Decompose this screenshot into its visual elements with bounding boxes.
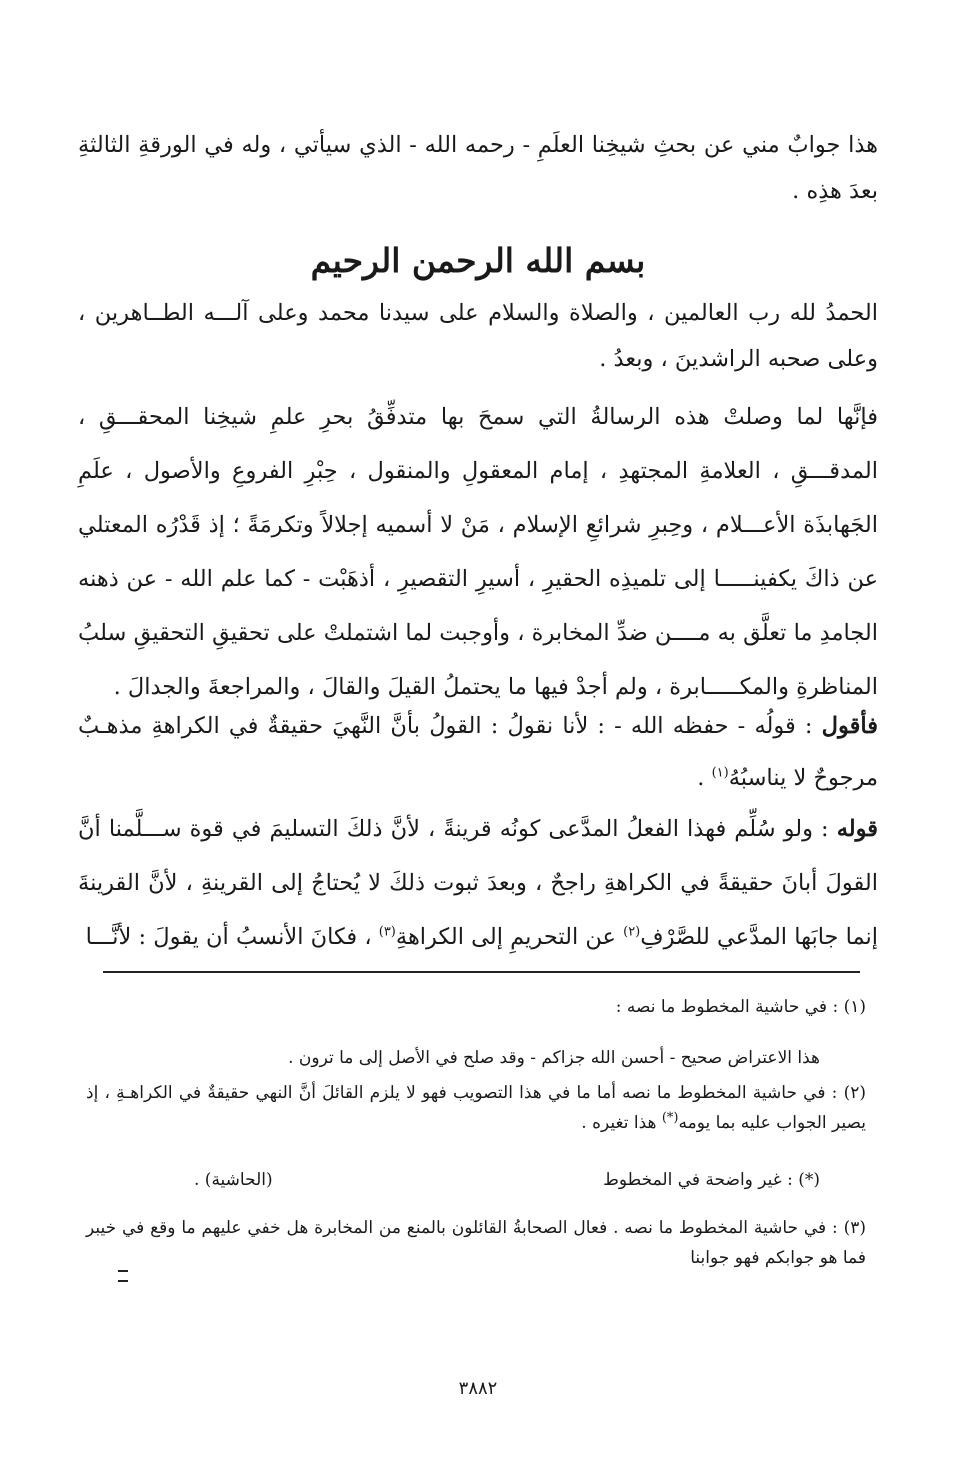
paragraph-text: : قولُه - حفظه الله - : لأنا نقولُ : القولُ بأنَّ النَّهيَ حقيقةٌ في الكراهةِ مذهـبٌ مرجوحٌ لا يناسبُهُ bbox=[78, 713, 878, 791]
footnote-ref-2[interactable]: (٢) bbox=[623, 924, 641, 940]
footnote-divider bbox=[103, 971, 860, 973]
footnote-text-end: هذا تغيره . bbox=[581, 1113, 662, 1133]
footnote-3: (٣) : في حاشية المخطوط ما نصه . فعال الصحابةُ القائلون بالمنع من المخابرة هل خفي عليهم ما وقع في خيبر فما هو جوابكم فهو جوابنا bbox=[86, 1218, 866, 1268]
first-argument-paragraph bbox=[78, 700, 878, 804]
paragraph-lead: فأقول bbox=[821, 713, 878, 739]
paragraph-text: ، فكانَ الأنسبُ أن يقولَ : لأنَّـــا bbox=[85, 924, 379, 950]
body-paragraph: فإنَّها لما وصلتْ هذه الرسالةُ التي سمحَ بها متدفِّقُ بحرِ علمِ شيخِنا المحقـــقِ ، المدقـــقِ ، العلامةِ المجتهدِ ، إمام المعقولِ والمنقول ، حِبْرِ الفروعِ والأصول ، علَمِ الجَهابذَة الأعـــلام ، وحِبرِ شرائعِ الإسلام ، مَنْ لا أسميه إجلالاً وتكرمَةً ؛ إذ قَدْرُه المعتلي عن ذاكَ يكفينـــــا إلى تلميذِه الحقيرِ ، أسيرِ التقصيرِ ، أذهَبْت - كما علم الله - عن ذهنه الجامدِ ما تعلَّق به مــــن ضدِّ المخابرة ، وأوجبت لما اشتملتْ على تحقيقِ التحقيقِ سلبُ المناظرةِ والمكـــــابرة ، ولم أجدْ فيها ما يحتملُ القيلَ والقالَ ، والمراجعةَ والجدالَ . bbox=[78, 404, 878, 700]
footnote-star-ref: (*) bbox=[661, 1110, 679, 1126]
paragraph-end: . bbox=[697, 765, 712, 791]
footnote-star-source: (الحاشية) . bbox=[194, 1170, 273, 1190]
basmala-heading: بسم الله الرحمن الرحيم bbox=[310, 241, 646, 280]
paragraph-text: : ولو سُلِّم فهذا الفعلُ المدَّعى كونُه قرينةً ، لأنَّ ذلكَ التسليمَ في قوة ســـلَّمنا أنَّ القولَ أبانَ حقيقةً في الكراهةِ راجحٌ ، وبعدَ ثبوت ذلكَ لا يُحتاجُ إلى القرينةِ ، لأنَّ القرينةَ إنما جابَها المدَّعي للصَّرْفِ bbox=[78, 816, 878, 950]
page-number: ٣٨٨٢ bbox=[458, 1378, 498, 1399]
continuation-mark bbox=[118, 1270, 128, 1282]
second-argument-paragraph bbox=[78, 802, 878, 964]
footnote-star: (*) : غير واضحة في المخطوط bbox=[603, 1170, 820, 1190]
footnote-ref-1[interactable]: (١) bbox=[711, 765, 729, 781]
intro-note: هذا جوابٌ مني عن بحثِ شيخِنا العلَمِ - رحمه الله - الذي سيأتي ، وله في الورقةِ الثالثةِ بعدَ هذِه . bbox=[78, 132, 878, 204]
footnote-1: (١) : في حاشية المخطوط ما نصه : bbox=[615, 997, 866, 1017]
paragraph-lead: قوله bbox=[836, 816, 878, 842]
footnote-2 bbox=[86, 1078, 866, 1138]
footnote-1-text: هذا الاعتراض صحيح - أحسن الله جزاكم - وقد صلح في الأصل إلى ما ترون . bbox=[288, 1048, 820, 1068]
paragraph-text: عن التحريمِ إلى الكراهةِ bbox=[395, 924, 624, 950]
opening-paragraph: الحمدُ لله رب العالمين ، والصلاة والسلام على سيدنا محمد وعلى آلـــه الطــاهرين ، وعلى صحبه الراشدينَ ، وبعدُ . bbox=[78, 300, 878, 372]
footnote-ref-3[interactable]: (٣) bbox=[378, 924, 396, 940]
footnote-text: (٢) : في حاشية المخطوط ما نصه أما ما في هذا التصويب فهو لا يلزم القائلَ أنَّ النهي حقيقةٌ في الكراهـةِ ، إذ يصير الجواب عليه بما يومه bbox=[86, 1083, 866, 1133]
